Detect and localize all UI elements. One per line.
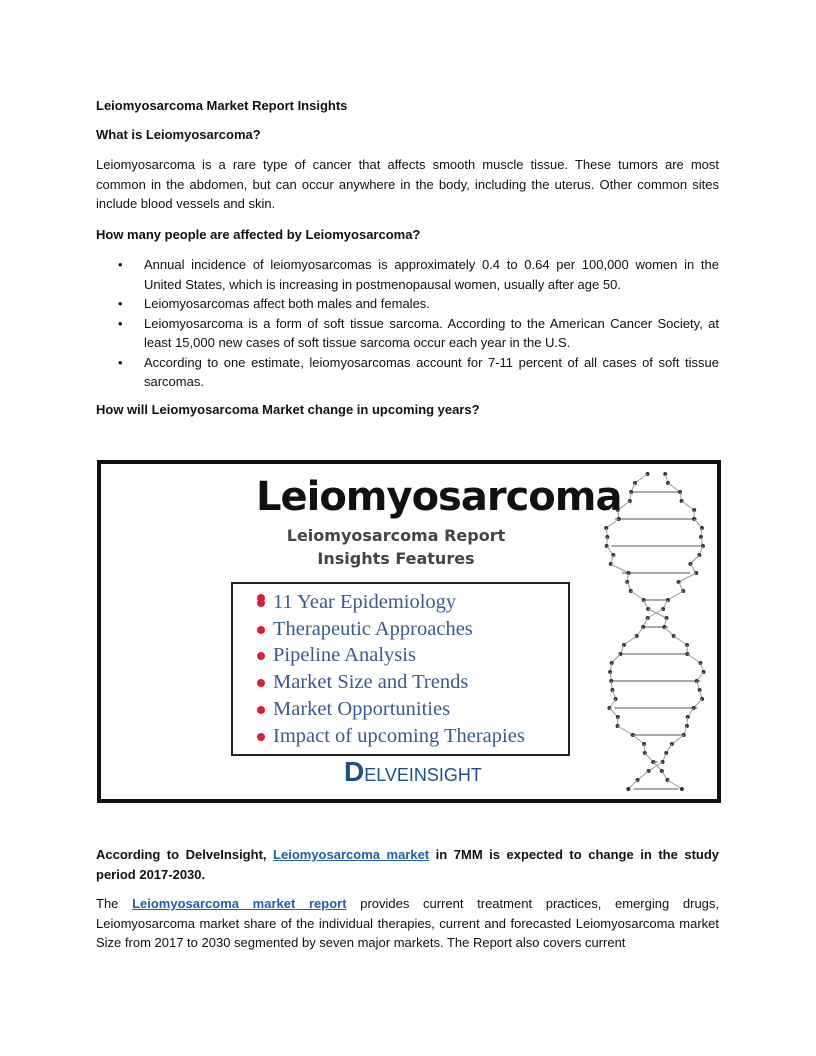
paragraph-definition: Leiomyosarcoma is a rare type of cancer that affects smooth muscle tissue. These tumors are most common in the abdomen, but can occur anywhere in the body, including the uterus. Other common sites include blood vessels and skin.: [96, 157, 719, 211]
market-report-link[interactable]: Leiomyosarcoma market report: [132, 896, 347, 911]
dna-strand: [606, 519, 619, 528]
text: According to DelveInsight,: [96, 847, 274, 862]
features-list: [233, 584, 568, 749]
list-item: • Leiomyosarcomas affect both males and females.: [96, 294, 719, 314]
text: in 7MM is expected to change in the study period 2017-2030.: [96, 847, 720, 882]
text: provides current treatment practices, emerging drugs, Leiomyosarcoma market share of the individual therapies, current and forecasted Leiomyosarcoma market Size from 2017 to 2030 segmented by seven major markets. The Report also covers current: [96, 896, 720, 950]
feature-item: Impact of upcoming Therapies: [233, 723, 568, 750]
dna-strand: [635, 474, 648, 483]
dna-strand: [624, 636, 637, 645]
subheading-line: Insights Features: [317, 549, 475, 568]
dna-strand: [618, 726, 633, 735]
report-features-image: [97, 460, 721, 803]
dna-strand: [682, 501, 695, 510]
dna-strand: [611, 564, 629, 573]
heading-market-change: How will Leiomyosarcoma Market change in upcoming years?: [96, 402, 480, 417]
list-item: • Annual incidence of leiomyosarcomas is approximately 0.4 to 0.64 per 100,000 women in the United States, which is increasing in postmenopausal women, usually after age 50.: [96, 255, 719, 294]
dna-strand: [668, 483, 680, 492]
image-subheading: [271, 524, 521, 570]
dna-strand: [679, 573, 697, 582]
logo-text: ELVEINSIGHT: [364, 765, 482, 785]
dna-strand: [668, 591, 683, 600]
bullet-list: [96, 255, 719, 392]
document-title: Leiomyosarcoma Market Report Insights: [96, 98, 348, 113]
paragraph-report: [96, 894, 719, 953]
dna-node: [666, 598, 670, 602]
dna-node: [661, 607, 665, 611]
list-item: • According to one estimate, leiomyosarcomas account for 7-11 percent of all cases of soft tissue sarcomas.: [96, 353, 719, 392]
dna-strand: [687, 654, 700, 663]
feature-item: Therapeutic Approaches: [233, 616, 568, 643]
dna-strand: [631, 591, 644, 600]
logo-mark: D: [344, 756, 365, 787]
delveinsight-logo: [344, 756, 482, 788]
dna-strand: [638, 771, 649, 780]
dna-strand: [633, 735, 644, 744]
feature-item: Market Opportunities: [233, 696, 568, 723]
dna-node: [680, 787, 684, 791]
text: The: [96, 896, 133, 911]
dna-strand: [672, 735, 684, 744]
feature-item: Market Size and Trends: [233, 669, 568, 696]
dna-strand: [667, 780, 681, 789]
dna-node: [626, 787, 630, 791]
dna-node: [622, 643, 626, 647]
dna-node: [609, 562, 613, 566]
list-item: • Leiomyosarcoma is a form of soft tissue sarcoma. According to the American Cancer Society, at least 15,000 new cases of soft tissue sarcoma occur each year in the U.S.: [96, 314, 719, 353]
dna-node: [646, 616, 650, 620]
market-link[interactable]: Leiomyosarcoma market: [273, 847, 430, 862]
paragraph-delveinsight: [96, 845, 719, 884]
image-heading: Leiomyosarcoma: [256, 474, 622, 520]
feature-item: Pipeline Analysis: [233, 642, 568, 669]
dna-node: [677, 580, 681, 584]
heading-affected: How many people are affected by Leiomyosarcoma?: [96, 227, 421, 242]
heading-what-is: What is Leiomyosarcoma?: [96, 127, 261, 142]
subheading-line: Leiomyosarcoma Report: [286, 526, 506, 545]
feature-item: 11 Year Epidemiology: [233, 589, 568, 616]
features-box: [231, 582, 570, 756]
dna-strand: [674, 636, 687, 645]
dna-node: [642, 598, 646, 602]
